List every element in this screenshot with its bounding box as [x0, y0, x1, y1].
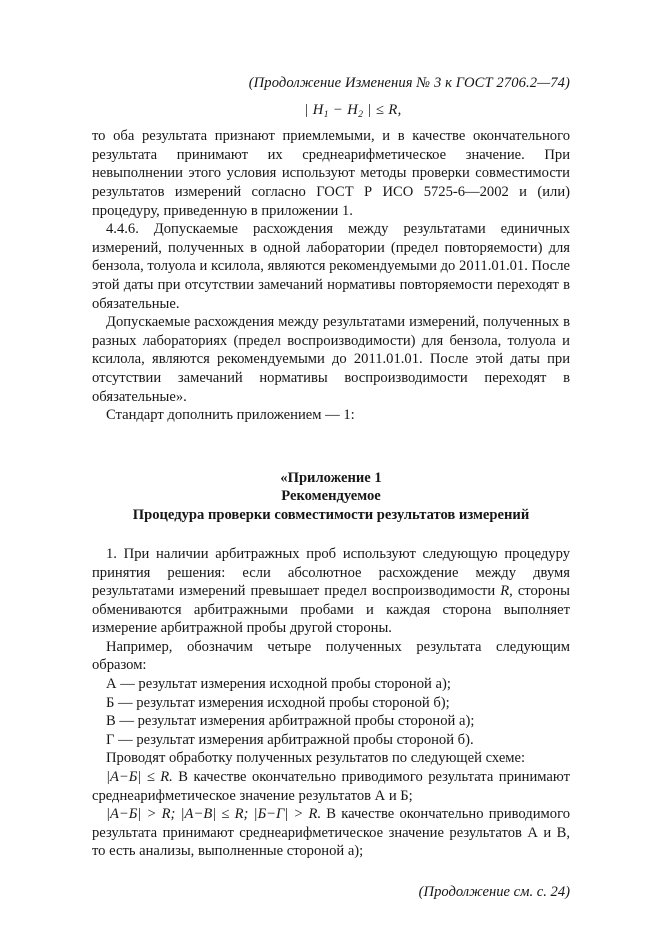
condition-1-text: В качестве окончательно приводимого результата принимают среднеарифметическое значение результатов А и Б;	[92, 769, 570, 804]
formula-abs-open: |	[304, 101, 309, 118]
condition-1-expression: |А−Б| ≤ R.	[106, 769, 173, 786]
condition-2-expression: |А−Б| > R; |А−В| ≤ R; |Б−Г| > R.	[106, 806, 322, 823]
paragraph-example: Например, обозначим четыре полученных результата следующим образом:	[92, 638, 570, 674]
arbitration-r-symbol: R,	[500, 583, 513, 600]
formula-tail: ≤ R,	[371, 101, 402, 118]
appendix-title: «Приложение 1	[280, 469, 382, 486]
paragraph-acceptance: то оба результата признают приемлемыми, и в качестве окончательного результата принимают их среднеарифметическое значение. При невыполнении этого условия используют методы проверки совместимости результатов измерений согласно ГОСТ Р ИСО 5725-6—2002 и (или) процедуру, приведенную в приложении 1.	[92, 128, 570, 219]
list-item: В — результат измерения арбитражной пробы стороной а);	[106, 713, 475, 730]
document-page	[92, 74, 570, 902]
condition-1	[92, 768, 570, 805]
continuation-footer: (Продолжение см. с. 24)	[418, 884, 570, 900]
paragraph-reproducibility: Допускаемые расхождения между результатами измерений, полученных в разных лабораториях (предел воспроизводимости) для бензола, толуола и ксилола, являются рекомендуемыми до 2011.01.01. После этой даты при отсутствии замечаний нормативы воспроизводимости переходят в обязательные».	[92, 314, 570, 405]
paragraph-add-appendix: Стандарт дополнить приложением — 1:	[106, 407, 355, 424]
paragraph-4-4-6: 4.4.6. Допускаемые расхождения между результатами единичных измерений, полученных в одной лаборатории (предел повторяемости) для бензола, толуола и ксилола, являются рекомендуемыми до 2011.01.01. После этой даты при отсутствии замечаний нормативы повторяемости переходят в обязательные.	[92, 221, 570, 312]
formula-h1-sub: 1	[323, 109, 329, 120]
list-item: Б — результат измерения исходной пробы стороной б);	[106, 694, 450, 711]
list-item: Г — результат измерения арбитражной пробы стороной б).	[106, 731, 474, 748]
formula-h1: H	[312, 101, 324, 118]
repeatability-formula	[92, 101, 570, 125]
arbitration-text-end: стороны обмениваются арбитражными пробами и каждая сторона выполняет измерение арбитражной пробы другой стороны.	[92, 583, 570, 637]
appendix-status: Рекомендуемое	[281, 488, 381, 505]
formula-minus: −	[328, 101, 348, 118]
formula-abs-close: |	[367, 101, 372, 118]
list-item: А — результат измерения исходной пробы стороной а);	[106, 676, 451, 693]
arbitration-text-start: 1. При наличии арбитражных проб используют следующую процедуру принятия решения: если абсолютное расхождение между двумя результатами измерений превышает предел воспроизводимости	[92, 545, 570, 600]
results-list	[92, 675, 570, 749]
paragraph-processing: Проводят обработку полученных результатов по следующей схеме:	[106, 750, 526, 767]
appendix-heading	[92, 469, 570, 524]
formula-h2-sub: 2	[358, 109, 364, 120]
continuation-header: (Продолжение Изменения № 3 к ГОСТ 2706.2—74)	[248, 75, 570, 91]
appendix-name: Процедура проверки совместимости результатов измерений	[132, 506, 530, 523]
paragraph-arbitration	[92, 545, 570, 638]
condition-2	[92, 805, 570, 861]
formula-h2: H	[347, 101, 359, 118]
condition-2-text: В качестве окончательно приводимого результата принимают среднеарифметическое значение результатов А и В, то есть анализы, выполненные стороной а);	[92, 806, 570, 860]
